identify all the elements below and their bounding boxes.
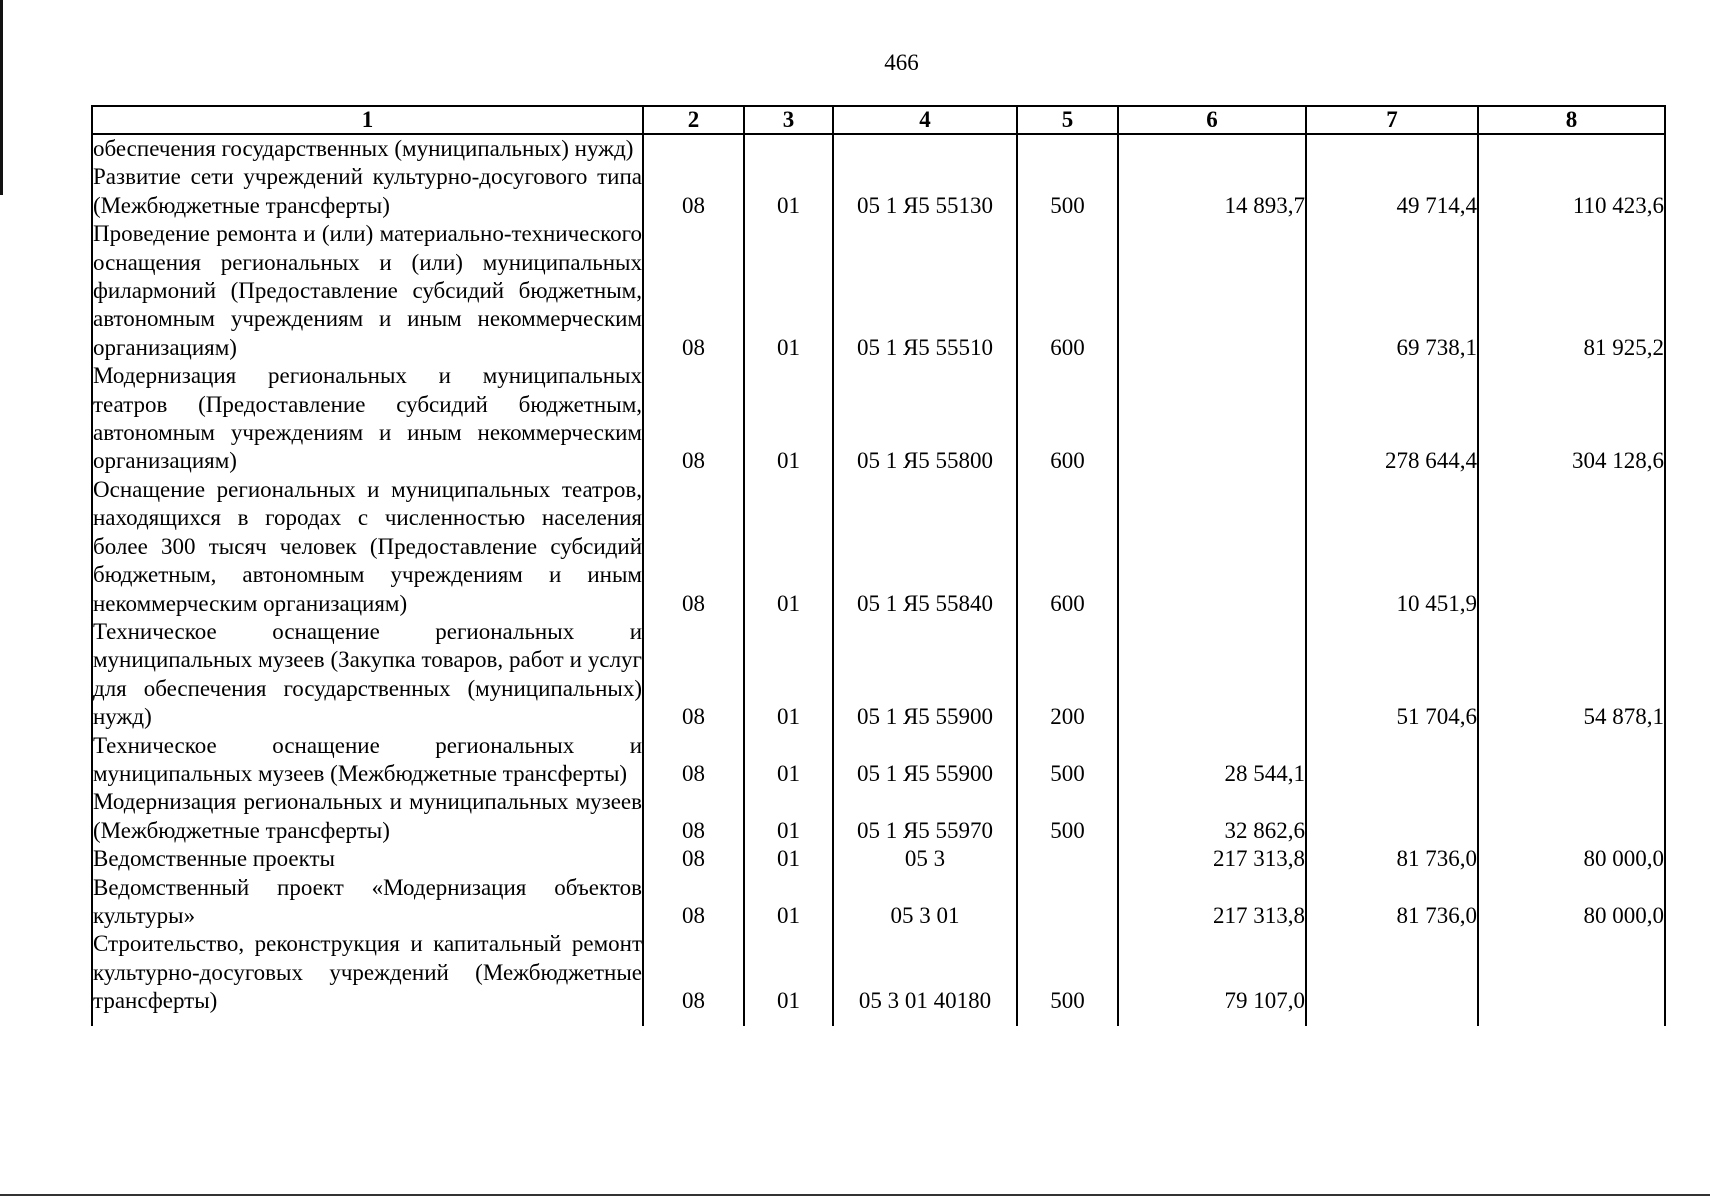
row-expense-type-code: 600 (1017, 476, 1118, 618)
row-target-article-code (833, 134, 1017, 163)
row-description: обеспечения государственных (муниципальных) нужд) (92, 134, 643, 163)
table-row (92, 163, 1665, 220)
row-expense-type-code: 600 (1017, 362, 1118, 476)
row-amount-col7: 278 644,4 (1306, 362, 1478, 476)
row-section-code: 08 (643, 362, 744, 476)
row-amount-col7 (1306, 930, 1478, 1015)
spacer-cell (1306, 1016, 1478, 1026)
row-description: Ведомственный проект «Модернизация объектов культуры» (92, 874, 643, 931)
row-amount-col8 (1478, 134, 1665, 163)
row-amount-col6: 217 313,8 (1118, 874, 1306, 931)
row-subsection-code: 01 (744, 845, 833, 873)
row-amount-col6 (1118, 220, 1306, 362)
row-amount-col7 (1306, 788, 1478, 845)
row-amount-col8 (1478, 930, 1665, 1015)
row-section-code: 08 (643, 788, 744, 845)
row-amount-col6 (1118, 134, 1306, 163)
row-section-code: 08 (643, 732, 744, 789)
row-amount-col6 (1118, 618, 1306, 732)
row-expense-type-code: 500 (1017, 930, 1118, 1015)
row-amount-col8: 110 423,6 (1478, 163, 1665, 220)
row-target-article-code: 05 1 Я5 55970 (833, 788, 1017, 845)
row-amount-col7: 49 714,4 (1306, 163, 1478, 220)
row-target-article-code: 05 3 01 (833, 874, 1017, 931)
spacer-cell (744, 1016, 833, 1026)
row-amount-col8: 80 000,0 (1478, 845, 1665, 873)
row-target-article-code: 05 1 Я5 55900 (833, 618, 1017, 732)
row-target-article-code: 05 1 Я5 55800 (833, 362, 1017, 476)
row-target-article-code: 05 3 01 40180 (833, 930, 1017, 1015)
row-description: Техническое оснащение региональных и муниципальных музеев (Закупка товаров, работ и услуг для обеспечения государственных (муниципальных) нужд) (92, 618, 643, 732)
row-description: Проведение ремонта и (или) материально-технического оснащения региональных и (или) муниципальных филармоний (Предоставление субсидий бюджетным, автономным учреждениям и иным некоммерческим организациям) (92, 220, 643, 362)
row-subsection-code: 01 (744, 163, 833, 220)
table-row (92, 788, 1665, 845)
row-amount-col7: 81 736,0 (1306, 845, 1478, 873)
header-col-6: 6 (1118, 106, 1306, 134)
row-amount-col8 (1478, 788, 1665, 845)
header-row (92, 106, 1665, 134)
row-amount-col8: 80 000,0 (1478, 874, 1665, 931)
row-description: Ведомственные проекты (92, 845, 643, 873)
row-amount-col6: 79 107,0 (1118, 930, 1306, 1015)
row-amount-col6: 32 862,6 (1118, 788, 1306, 845)
row-target-article-code: 05 1 Я5 55840 (833, 476, 1017, 618)
table-row (92, 930, 1665, 1015)
header-col-4: 4 (833, 106, 1017, 134)
header-col-1: 1 (92, 106, 643, 134)
spacer-cell (833, 1016, 1017, 1026)
spacer-cell (1017, 1016, 1118, 1026)
row-expense-type-code (1017, 845, 1118, 873)
row-section-code: 08 (643, 476, 744, 618)
row-section-code: 08 (643, 618, 744, 732)
table-row (92, 134, 1665, 163)
row-amount-col6: 217 313,8 (1118, 845, 1306, 873)
row-subsection-code: 01 (744, 788, 833, 845)
row-target-article-code: 05 1 Я5 55510 (833, 220, 1017, 362)
row-amount-col7: 10 451,9 (1306, 476, 1478, 618)
row-expense-type-code: 500 (1017, 732, 1118, 789)
row-amount-col8 (1478, 732, 1665, 789)
page-bottom-edge-mark (0, 1194, 1710, 1196)
row-amount-col8: 81 925,2 (1478, 220, 1665, 362)
row-amount-col7 (1306, 732, 1478, 789)
header-col-8: 8 (1478, 106, 1665, 134)
row-amount-col6 (1118, 476, 1306, 618)
row-target-article-code: 05 3 (833, 845, 1017, 873)
table-row (92, 618, 1665, 732)
row-subsection-code: 01 (744, 220, 833, 362)
row-section-code (643, 134, 744, 163)
table-bottom-spacer (92, 1016, 1665, 1026)
header-col-5: 5 (1017, 106, 1118, 134)
row-amount-col7 (1306, 134, 1478, 163)
table-header (92, 106, 1665, 134)
row-description: Развитие сети учреждений культурно-досугового типа (Межбюджетные трансферты) (92, 163, 643, 220)
row-subsection-code (744, 134, 833, 163)
row-amount-col7: 51 704,6 (1306, 618, 1478, 732)
row-subsection-code: 01 (744, 930, 833, 1015)
row-expense-type-code: 500 (1017, 788, 1118, 845)
row-section-code: 08 (643, 874, 744, 931)
header-col-3: 3 (744, 106, 833, 134)
row-subsection-code: 01 (744, 732, 833, 789)
row-amount-col6 (1118, 362, 1306, 476)
row-section-code: 08 (643, 845, 744, 873)
row-expense-type-code (1017, 134, 1118, 163)
table-row (92, 220, 1665, 362)
table-row (92, 476, 1665, 618)
row-expense-type-code (1017, 874, 1118, 931)
spacer-cell (643, 1016, 744, 1026)
row-subsection-code: 01 (744, 476, 833, 618)
page-number: 466 (884, 50, 919, 75)
row-section-code: 08 (643, 163, 744, 220)
row-target-article-code: 05 1 Я5 55130 (833, 163, 1017, 220)
row-description: Техническое оснащение региональных и муниципальных музеев (Межбюджетные трансферты) (92, 732, 643, 789)
row-amount-col8: 54 878,1 (1478, 618, 1665, 732)
row-target-article-code: 05 1 Я5 55900 (833, 732, 1017, 789)
budget-table (91, 105, 1666, 1026)
table-row (92, 845, 1665, 873)
row-expense-type-code: 500 (1017, 163, 1118, 220)
row-description: Модернизация региональных и муниципальных музеев (Межбюджетные трансферты) (92, 788, 643, 845)
table-row (92, 732, 1665, 789)
table-row (92, 362, 1665, 476)
row-description: Модернизация региональных и муниципальных театров (Предоставление субсидий бюджетным, автономным учреждениям и иным некоммерческим организациям) (92, 362, 643, 476)
row-amount-col8: 304 128,6 (1478, 362, 1665, 476)
spacer-cell (1118, 1016, 1306, 1026)
row-subsection-code: 01 (744, 874, 833, 931)
row-section-code: 08 (643, 930, 744, 1015)
table-row (92, 874, 1665, 931)
row-amount-col7: 69 738,1 (1306, 220, 1478, 362)
row-amount-col7: 81 736,0 (1306, 874, 1478, 931)
table-body (92, 134, 1665, 1026)
row-amount-col6: 14 893,7 (1118, 163, 1306, 220)
row-description: Строительство, реконструкция и капитальный ремонт культурно-досуговых учреждений (Межбюджетные трансферты) (92, 930, 643, 1015)
row-amount-col6: 28 544,1 (1118, 732, 1306, 789)
row-subsection-code: 01 (744, 362, 833, 476)
header-col-2: 2 (643, 106, 744, 134)
page-left-edge-mark (0, 0, 3, 195)
row-subsection-code: 01 (744, 618, 833, 732)
row-expense-type-code: 600 (1017, 220, 1118, 362)
spacer-cell (1478, 1016, 1665, 1026)
row-amount-col8 (1478, 476, 1665, 618)
row-section-code: 08 (643, 220, 744, 362)
row-expense-type-code: 200 (1017, 618, 1118, 732)
spacer-cell (92, 1016, 643, 1026)
row-description: Оснащение региональных и муниципальных театров, находящихся в городах с численностью населения более 300 тысяч человек (Предоставление субсидий бюджетным, автономным учреждениям и иным некоммерческим организациям) (92, 476, 643, 618)
header-col-7: 7 (1306, 106, 1478, 134)
